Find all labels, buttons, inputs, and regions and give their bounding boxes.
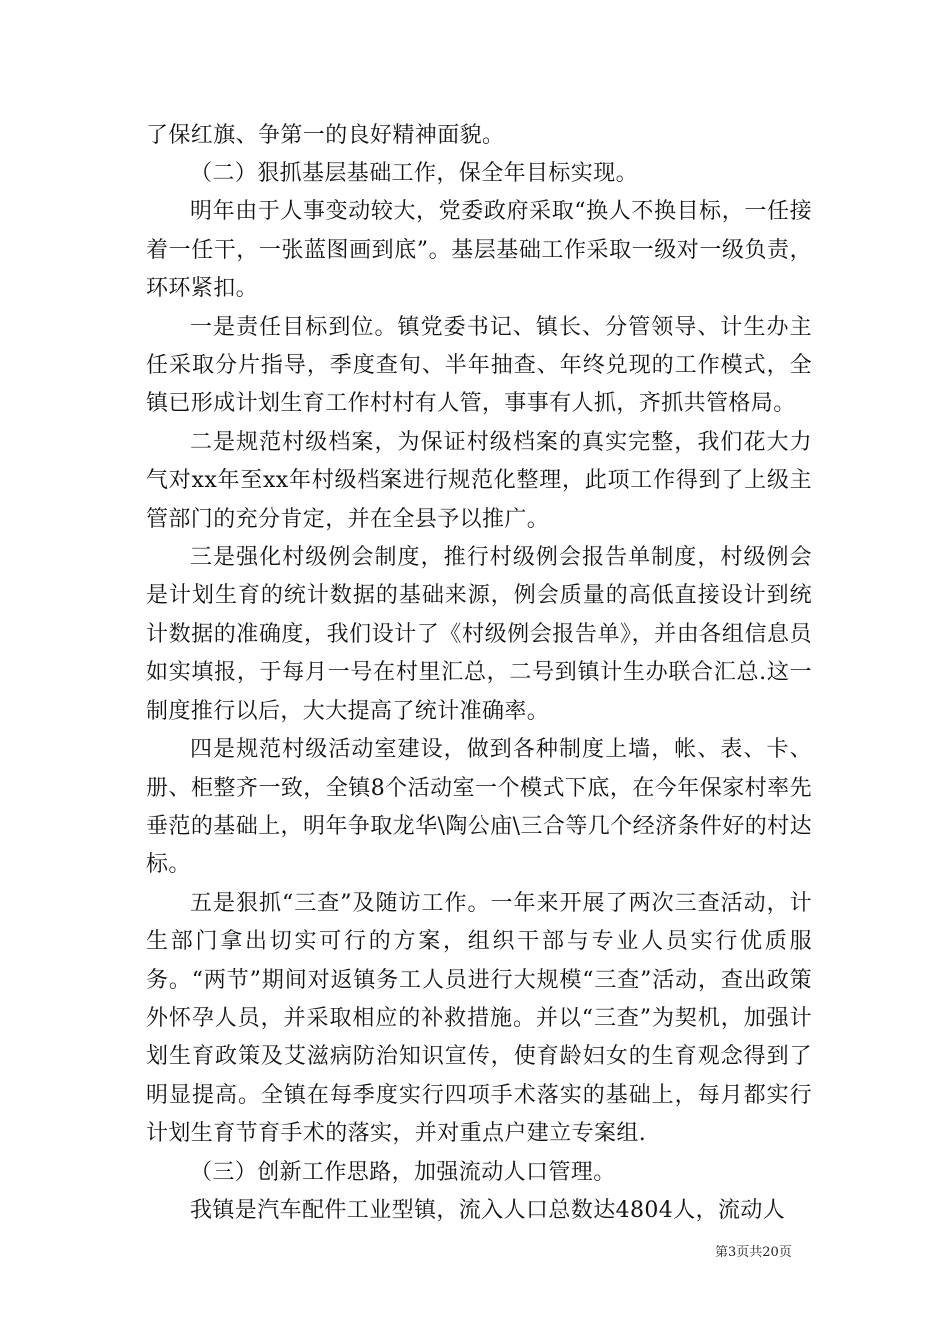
paragraph: 五是狠抓“三查”及随访工作。一年来开展了两次三查活动，计生部门拿出切实可行的方案，组织干部与专业人员实行优质服务。“两节”期间对返镇务工人员进行大规模“三查”活动，查出政策外怀孕人员，并采取相应的补救措施。并以“三查”为契机，加强计划生育政策及艾滋病防治知识宣传，使育龄妇女的生育观念得到了明显提高。全镇在每季度实行四项手术落实的基础上，每月都实行计划生育节育手术的落实，并对重点户建立专案组. bbox=[146, 890, 812, 1147]
paragraph: 一是责任目标到位。镇党委书记、镇长、分管领导、计生办主任采取分片指导，季度查旬、半年抽查、年终兑现的工作模式，全镇已形成计划生育工作村村有人管，事事有人抓，齐抓共管格局。 bbox=[146, 314, 812, 417]
paragraph: 四是规范村级活动室建设，做到各种制度上墙，帐、表、卡、册、柜整齐一致，全镇8个活动室一个模式下底，在今年保家村率先垂范的基础上，明年争取龙华\陶公庙\三合等几个经济条件好的村达标。 bbox=[146, 737, 812, 878]
page-number: 第3页共20页 bbox=[715, 1245, 792, 1260]
section-heading-2: （二）狠抓基层基础工作，保全年目标实现。 bbox=[190, 161, 639, 186]
document-body bbox=[146, 155, 812, 1230]
paragraph: 三是强化村级例会制度，推行村级例会报告单制度，村级例会是计划生育的统计数据的基础来源，例会质量的高低直接设计到统计数据的准确度，我们设计了《村级例会报告单》，并由各组信息员如实填报，于每月一号在村里汇总，二号到镇计生办联合汇总.这一制度推行以后，大大提高了统计准确率。 bbox=[146, 545, 812, 724]
paragraph: 我镇是汽车配件工业型镇，流入人口总数达4804人，流动人 bbox=[190, 1197, 786, 1223]
paragraph-continuation: 了保红旗、争第一的良好精神面貌。 bbox=[146, 123, 505, 148]
section-heading-3: （三）创新工作思路，加强流动人口管理。 bbox=[190, 1159, 616, 1185]
paragraph: 明年由于人事变动较大，党委政府采取“换人不换目标，一任接着一任干，一张蓝图画到底”。基层基础工作采取一级对一级负责，环环紧扣。 bbox=[146, 199, 812, 302]
paragraph: 二是规范村级档案，为保证村级档案的真实完整，我们花大力气对xx年至xx年村级档案进行规范化整理，此项工作得到了上级主管部门的充分肯定，并在全县予以推广。 bbox=[146, 429, 812, 532]
